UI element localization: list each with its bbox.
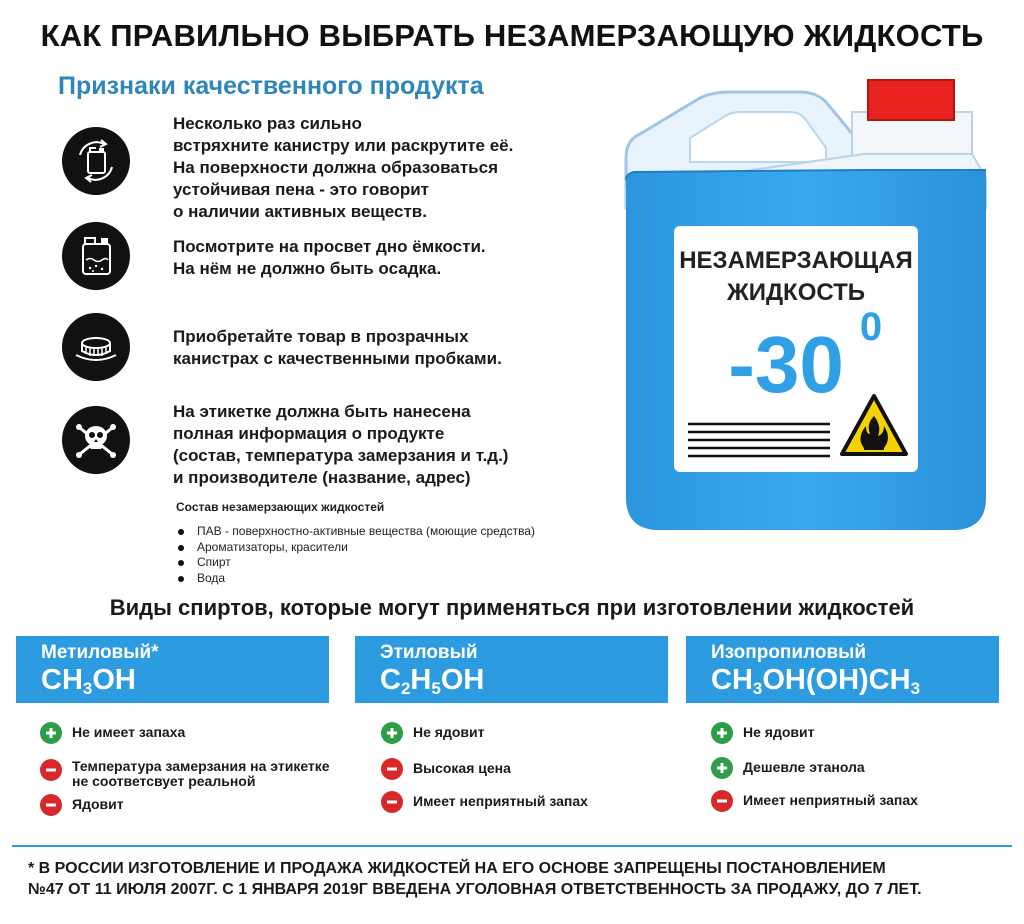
minus-icon — [711, 790, 733, 812]
page-title: КАК ПРАВИЛЬНО ВЫБРАТЬ НЕЗАМЕРЗАЮЩУЮ ЖИДКОСТЬ — [40, 18, 984, 53]
quality-item-cap — [62, 313, 642, 403]
quality-item-text: Приобретайте товар в прозрачных канистрах с качественными пробками. — [173, 327, 502, 368]
quality-item-label — [62, 402, 642, 496]
composition-block — [176, 500, 596, 586]
alcohol-card-methyl — [16, 636, 329, 703]
plus-icon — [711, 757, 733, 779]
footnote-divider — [12, 845, 1012, 847]
alcohol-card-isopropyl — [686, 636, 999, 703]
alcohol-formula: $C_2H_5OH$ — [380, 664, 485, 698]
canister-label-line1: НЕЗАМЕРЗАЮЩАЯ — [679, 247, 913, 274]
quality-heading: Признаки качественного продукта — [58, 72, 484, 100]
quality-item-text: Посмотрите на просвет дно ёмкости. На нём не должно быть осадка. — [173, 237, 486, 278]
quality-item-shake — [62, 114, 642, 221]
minus-icon — [381, 791, 403, 813]
quality-item-sediment — [62, 222, 642, 312]
composition-list — [176, 524, 596, 586]
minus-icon — [40, 794, 62, 816]
plus-icon — [711, 722, 733, 744]
list-item: Ароматизаторы, красители — [176, 540, 596, 556]
minus-icon — [40, 759, 62, 781]
skull-crossbones-icon — [62, 406, 130, 474]
bottle-cap-icon — [62, 313, 130, 381]
canister-label-line2: ЖИДКОСТЬ — [727, 279, 865, 306]
canister-cap — [868, 80, 954, 120]
plus-icon — [381, 722, 403, 744]
canister-sediment-icon — [62, 222, 130, 290]
quality-item-text: Несколько раз сильно встряхните канистру или раскрутите её. На поверхности должна образоваться устойчивая пена - это говорит о наличии активных веществ. — [173, 114, 514, 221]
alcohol-card-ethyl — [355, 636, 668, 703]
alcohols-heading: Виды спиртов, которые могут применяться при изготовлении жидкостей — [109, 595, 915, 620]
quality-item-text: На этикетке должна быть нанесена полная информация о продукте (состав, температура замерзания и т.д.) и производителе (название, адрес) — [173, 402, 509, 487]
list-item: Спирт — [176, 555, 596, 571]
alcohol-name: Этиловый — [380, 642, 478, 663]
alcohol-name: Метиловый* — [41, 642, 159, 663]
list-item: Вода — [176, 571, 596, 587]
composition-title: Состав незамерзающих жидкостей — [176, 500, 385, 514]
footnote: * В РОССИИ ИЗГОТОВЛЕНИЕ И ПРОДАЖА ЖИДКОСТЕЙ НА ЕГО ОСНОВЕ ЗАПРЕЩЕНЫ ПОСТАНОВЛЕНИЕМ №47 ОТ 11 ИЮЛЯ 2007Г. С 1 ЯНВАРЯ 2019Г ВВЕДЕНА УГОЛОВНАЯ ОТВЕТСТВЕННОСТЬ ЗА ПРОДАЖУ, ДО 7 ЛЕТ. — [28, 860, 922, 898]
canister-temperature: -30 — [728, 320, 844, 409]
plus-icon — [40, 722, 62, 744]
alcohol-formula: $CH_3OH(OH)CH_3$ — [711, 664, 921, 698]
alcohol-formula: $CH_3OH$ — [41, 664, 136, 698]
alcohol-name: Изопропиловый — [711, 642, 867, 663]
list-item: ПАВ - поверхностно-активные вещества (моющие средства) — [176, 524, 596, 540]
canister-degree: 0 — [859, 305, 883, 349]
canister-illustration — [620, 78, 992, 536]
shake-canister-icon — [62, 127, 130, 195]
minus-icon — [381, 758, 403, 780]
